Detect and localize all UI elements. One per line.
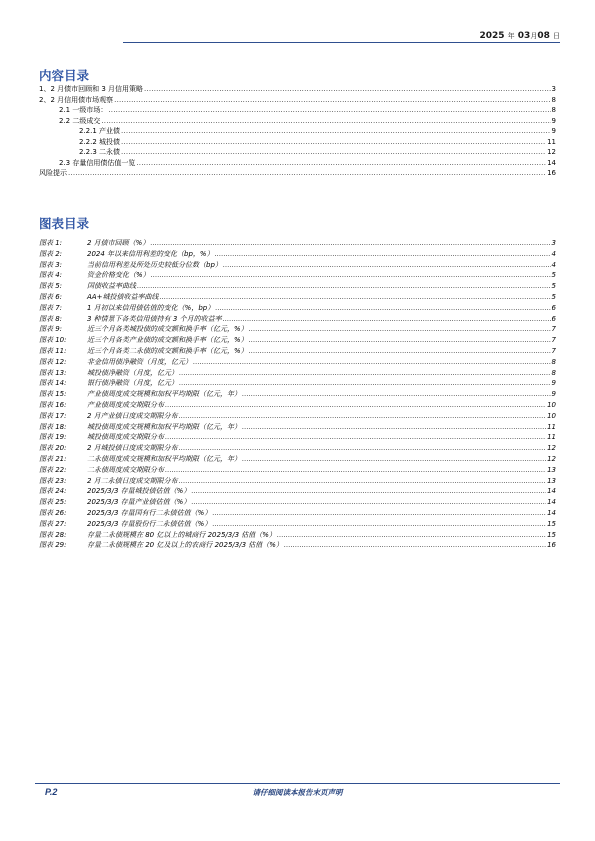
toc-entry-page: 9 (551, 116, 556, 125)
toc-heading: 内容目录 (39, 68, 90, 83)
figure-page: 10 (547, 411, 556, 420)
dot-leader (223, 314, 551, 325)
figure-page: 6 (551, 303, 556, 312)
figure-entry[interactable] (39, 432, 556, 443)
figure-caption: 城投债周度成交规模和加权平均期限（亿元，年） (87, 422, 241, 431)
toc-entry-label: 风险提示 (39, 169, 67, 177)
toc-entry[interactable] (39, 168, 556, 179)
toc-entry[interactable] (39, 158, 556, 169)
figure-page: 8 (551, 357, 556, 366)
figure-page: 7 (551, 336, 556, 345)
dot-leader (137, 281, 551, 292)
figure-caption: 非金信用债净融资（月度，亿元） (87, 357, 192, 366)
header-rule (123, 42, 560, 43)
figure-entry[interactable] (39, 422, 556, 433)
dot-leader (159, 292, 550, 303)
figure-entry[interactable] (39, 270, 556, 281)
toc-entry-page: 14 (547, 158, 556, 167)
toc-entry-label: 2.3 存量信用债估值一览 (59, 158, 136, 167)
dot-leader (284, 540, 546, 551)
figure-page: 10 (547, 400, 556, 409)
figure-page: 9 (551, 379, 556, 388)
figure-entry[interactable] (39, 540, 556, 551)
figure-page: 11 (547, 433, 556, 442)
dot-leader (114, 95, 550, 106)
dot-leader (193, 357, 551, 368)
figure-number: 图表 2: (39, 249, 63, 258)
dot-leader (144, 84, 550, 95)
figure-caption: 3 种情景下各类信用债持有 3 个月的收益率 (87, 314, 222, 323)
figure-number: 图表 28: (39, 530, 67, 539)
figure-list-heading: 图表目录 (39, 216, 90, 231)
figure-caption: 资金价格变化（%） (87, 271, 150, 280)
figure-caption: 2 月二永债日度成交期限分布 (87, 476, 178, 485)
figure-caption: 2 月产业债日度成交期限分布 (87, 411, 178, 420)
dot-leader (108, 105, 550, 116)
figure-page: 5 (551, 282, 556, 291)
figure-number: 图表 23: (39, 476, 67, 485)
dot-leader (101, 116, 550, 127)
figure-entry[interactable] (39, 346, 556, 357)
figure-caption: 存量二永债规模在 20 亿及以上的农商行 2025/3/3 估值（%） (87, 541, 283, 550)
figure-page: 5 (551, 292, 556, 301)
toc-entry-label: 2.2.1 产业债 (79, 127, 121, 135)
dot-leader (191, 497, 546, 508)
figure-caption: 2025/3/3 存量国有行二永债估值（%） (87, 508, 212, 517)
figure-page: 4 (551, 249, 556, 258)
figure-entry[interactable] (39, 389, 556, 400)
figure-page: 13 (547, 465, 556, 474)
dot-leader (223, 260, 551, 271)
toc-entry[interactable] (39, 116, 556, 127)
figure-caption: 2025/3/3 存量产业债估值（%） (87, 498, 191, 507)
figure-number: 图表 20: (39, 444, 67, 453)
figure-entry[interactable] (39, 368, 556, 379)
figure-page: 4 (551, 260, 556, 269)
figure-entry[interactable] (39, 508, 556, 519)
toc-entry[interactable] (39, 105, 556, 116)
figure-number: 图表 27: (39, 519, 67, 528)
dot-leader (165, 400, 546, 411)
figure-page: 5 (551, 271, 556, 280)
dot-leader (121, 126, 550, 137)
toc-entry-page: 11 (547, 137, 556, 146)
figure-caption: 当前信用利差及所处历史较低分位数（bp） (87, 260, 222, 269)
figure-caption: 国债收益率曲线 (87, 282, 136, 291)
dot-leader (242, 454, 546, 465)
figure-entry[interactable] (39, 411, 556, 422)
dot-leader (179, 378, 551, 389)
toc-entry-label: 2、2 月信用债市场观察 (39, 95, 114, 104)
figure-number: 图表 24: (39, 487, 67, 496)
toc-entry-page: 8 (551, 106, 556, 114)
dot-leader (150, 238, 550, 249)
figure-caption: 银行债净融资（月度，亿元） (87, 379, 178, 388)
figure-number: 图表 19: (39, 433, 67, 442)
figure-page: 11 (547, 422, 556, 431)
figure-caption: 近三个月各类二永债的成交额和换手率（亿元，%） (87, 346, 248, 355)
figure-caption: 近三个月各类城投债的成交额和换手率（亿元，%） (87, 325, 248, 334)
toc-entry[interactable] (39, 126, 556, 137)
toc-entry-label: 2.2 二级成交 (59, 116, 101, 125)
dot-leader (179, 476, 546, 487)
toc-entry-label: 2.1 一级市场： (59, 106, 108, 114)
figure-entry[interactable] (39, 357, 556, 368)
figure-number: 图表 22: (39, 465, 67, 474)
figure-entry[interactable] (39, 519, 556, 530)
dot-leader (249, 324, 551, 335)
dot-leader (215, 249, 551, 260)
figure-caption: 城投债净融资（月度，亿元） (87, 368, 178, 377)
figure-entry[interactable] (39, 238, 556, 249)
figure-number: 图表 29: (39, 541, 67, 550)
figure-page: 12 (547, 444, 556, 453)
toc-entry-label: 1、2 月债市回顾和 3 月信用策略 (39, 85, 144, 93)
table-of-contents (39, 84, 556, 179)
figure-entry[interactable] (39, 378, 556, 389)
toc-entry-page: 16 (547, 169, 556, 177)
figure-entry[interactable] (39, 497, 556, 508)
figure-caption: 2 月城投债日度成交期限分布 (87, 444, 178, 453)
figure-page: 7 (551, 325, 556, 334)
figure-number: 图表 4: (39, 271, 63, 280)
toc-entry-label: 2.2.2 城投债 (79, 137, 121, 146)
figure-caption: 1 月初以来信用债估值的变化（%，bp） (87, 303, 215, 312)
figure-page: 12 (547, 454, 556, 463)
figure-caption: 产业债周度成交期限分布 (87, 400, 164, 409)
figure-caption: AA+城投债收益率曲线 (87, 292, 159, 301)
figure-entry[interactable] (39, 249, 556, 260)
figure-number: 图表 5: (39, 282, 63, 291)
figure-entry[interactable] (39, 530, 556, 541)
figure-page: 15 (547, 519, 556, 528)
dot-leader (191, 486, 546, 497)
dot-leader (212, 508, 546, 519)
figure-number: 图表 6: (39, 292, 63, 301)
figure-entry[interactable] (39, 281, 556, 292)
figure-entry[interactable] (39, 443, 556, 454)
dot-leader (249, 346, 551, 357)
figure-number: 图表 17: (39, 411, 67, 420)
toc-entry[interactable] (39, 147, 556, 158)
figure-page: 8 (551, 368, 556, 377)
figure-caption: 二永债周度成交期限分布 (87, 465, 164, 474)
figure-page: 7 (551, 346, 556, 355)
figure-caption: 存量二永债规模在 80 亿以上的城商行 2025/3/3 估值（%） (87, 530, 276, 539)
footer-rule (35, 783, 560, 784)
figure-caption: 2 月债市回顾（%） (87, 239, 150, 247)
figure-caption: 二永债周度成交规模和加权平均期限（亿元，年） (87, 454, 241, 463)
toc-entry[interactable] (39, 84, 556, 95)
dot-leader (179, 368, 551, 379)
toc-entry-page: 9 (551, 127, 556, 135)
figure-caption: 2024 年以来信用利差的变化（bp，%） (87, 249, 214, 258)
figure-number: 图表 15: (39, 390, 67, 399)
figure-number: 图表 9: (39, 325, 63, 334)
dot-leader (215, 303, 550, 314)
figure-page: 14 (547, 487, 556, 496)
report-date: 2025 年 03月08 日 (479, 31, 560, 41)
dot-leader (242, 389, 551, 400)
dot-leader (242, 422, 546, 433)
figure-number: 图表 21: (39, 454, 67, 463)
figure-entry[interactable] (39, 335, 556, 346)
figure-page: 16 (547, 541, 556, 550)
figure-number: 图表 13: (39, 368, 67, 377)
figure-number: 图表 16: (39, 400, 67, 409)
figure-page: 14 (547, 498, 556, 507)
figure-entry[interactable] (39, 260, 556, 271)
figure-number: 图表 14: (39, 379, 67, 388)
figure-number: 图表 1: (39, 239, 63, 247)
toc-entry-label: 2.2.3 二永债 (79, 148, 121, 156)
figure-list (39, 238, 556, 551)
figure-number: 图表 11: (39, 346, 67, 355)
dot-leader (136, 158, 546, 169)
dot-leader (277, 530, 546, 541)
footer-disclaimer: 请仔细阅读本报告末页声明 (252, 788, 343, 797)
figure-number: 图表 7: (39, 303, 63, 312)
figure-number: 图表 3: (39, 260, 63, 269)
figure-caption: 城投债周度成交期限分布 (87, 433, 164, 442)
figure-number: 图表 25: (39, 498, 67, 507)
figure-entry[interactable] (39, 324, 556, 335)
toc-entry-page: 12 (547, 148, 556, 156)
toc-entry[interactable] (39, 137, 556, 148)
figure-caption: 产业债周度成交规模和加权平均期限（亿元，年） (87, 390, 241, 399)
figure-entry[interactable] (39, 303, 556, 314)
figure-page: 6 (551, 314, 556, 323)
toc-entry[interactable] (39, 95, 556, 106)
figure-page: 3 (551, 239, 556, 247)
dot-leader (165, 432, 546, 443)
figure-caption: 2025/3/3 存量股份行二永债估值（%） (87, 519, 212, 528)
toc-entry-page: 8 (551, 95, 556, 104)
dot-leader (165, 465, 546, 476)
figure-number: 图表 8: (39, 314, 63, 323)
dot-leader (249, 335, 551, 346)
dot-leader (68, 168, 546, 179)
dot-leader (121, 147, 546, 158)
figure-entry[interactable] (39, 465, 556, 476)
figure-page: 9 (551, 390, 556, 399)
figure-page: 13 (547, 476, 556, 485)
figure-caption: 近三个月各类产业债的成交额和换手率（亿元，%） (87, 336, 248, 345)
dot-leader (179, 443, 546, 454)
dot-leader (212, 519, 546, 530)
figure-entry[interactable] (39, 400, 556, 411)
figure-caption: 2025/3/3 存量城投债估值（%） (87, 487, 191, 496)
figure-entry[interactable] (39, 292, 556, 303)
toc-entry-page: 3 (551, 85, 556, 93)
page-number: P.2 (45, 787, 58, 797)
figure-number: 图表 10: (39, 336, 67, 345)
figure-entry[interactable] (39, 486, 556, 497)
figure-entry[interactable] (39, 454, 556, 465)
figure-entry[interactable] (39, 476, 556, 487)
dot-leader (121, 137, 546, 148)
figure-page: 15 (547, 530, 556, 539)
dot-leader (151, 270, 551, 281)
dot-leader (179, 411, 546, 422)
figure-number: 图表 12: (39, 357, 67, 366)
figure-page: 14 (547, 508, 556, 517)
figure-entry[interactable] (39, 314, 556, 325)
figure-number: 图表 26: (39, 508, 67, 517)
figure-number: 图表 18: (39, 422, 67, 431)
